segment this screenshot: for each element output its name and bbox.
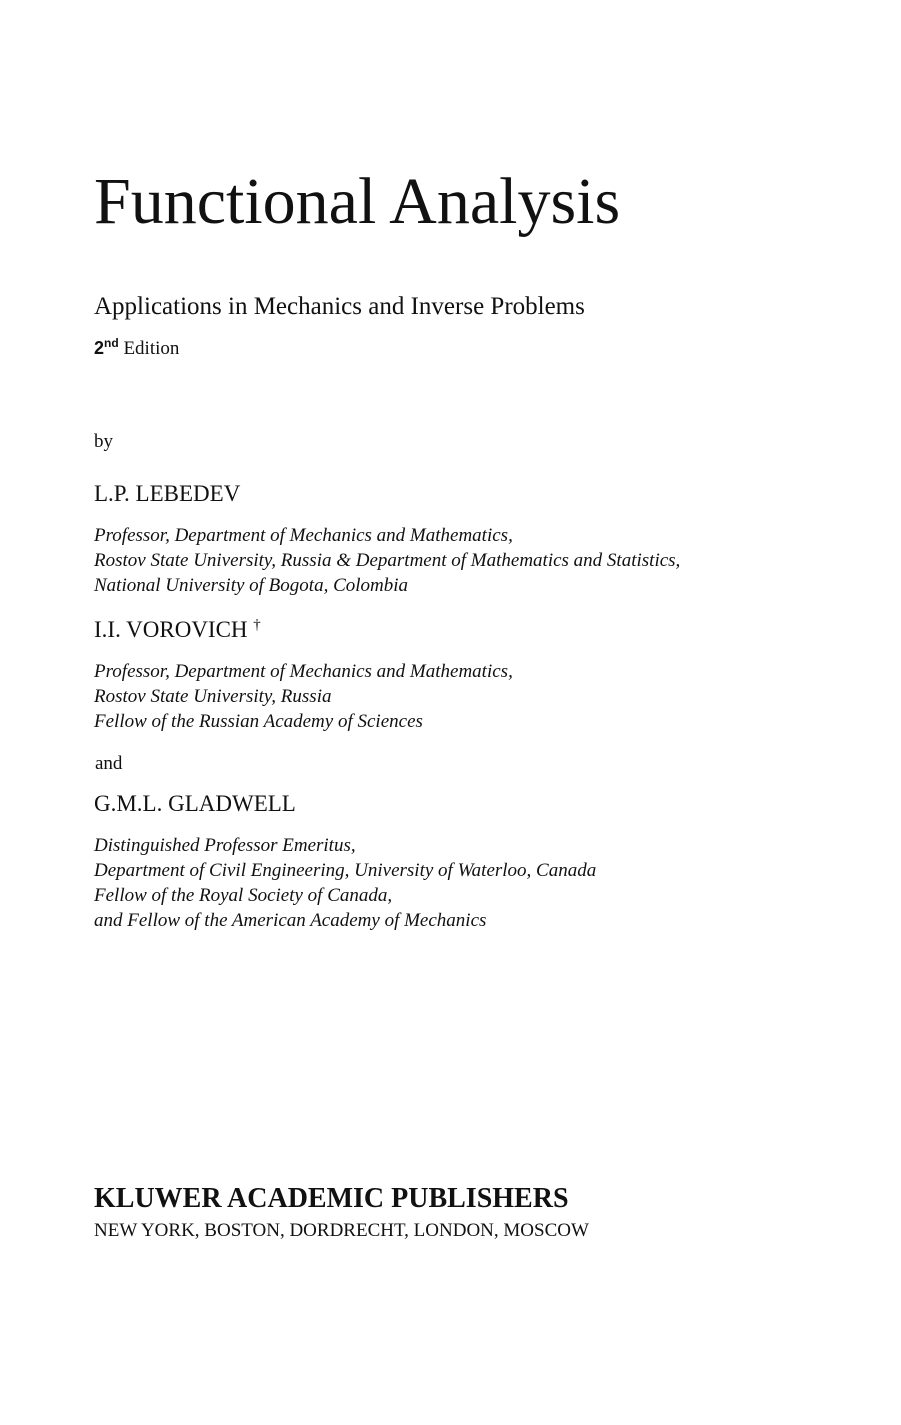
affiliation-line: Rostov State University, Russia <box>94 686 332 707</box>
edition-suffix: nd <box>104 336 119 350</box>
affiliation-line: National University of Bogota, Colombia <box>94 575 409 596</box>
edition-label: Edition <box>123 338 180 359</box>
affiliation-line: Professor, Department of Mechanics and Mathematics, <box>94 661 513 682</box>
dagger-mark: † <box>253 617 261 633</box>
and-label: and <box>95 753 123 774</box>
affiliation-line: Fellow of the Royal Society of Canada, <box>94 885 393 906</box>
author-name-vorovich <box>94 616 261 644</box>
author-affiliation-lebedev <box>94 523 680 598</box>
book-title: Functional Analysis <box>94 165 621 238</box>
author-affiliation-vorovich <box>94 659 513 734</box>
affiliation-line: Professor, Department of Mechanics and Mathematics, <box>94 525 513 546</box>
affiliation-line: Rostov State University, Russia & Department of Mathematics and Statistics, <box>94 550 681 571</box>
author-name: L.P. LEBEDEV <box>94 481 241 506</box>
publisher-name: KLUWER ACADEMIC PUBLISHERS <box>94 1183 569 1214</box>
edition-number: 2 <box>94 338 105 358</box>
affiliation-line: Distinguished Professor Emeritus, <box>94 835 356 856</box>
author-affiliation-gladwell <box>94 833 596 933</box>
author-name: I.I. VOROVICH <box>94 617 248 642</box>
by-label: by <box>94 431 113 452</box>
author-name: G.M.L. GLADWELL <box>94 791 296 816</box>
author-name-gladwell <box>94 790 296 818</box>
author-name-lebedev <box>94 480 240 508</box>
affiliation-line: Department of Civil Engineering, University of Waterloo, Canada <box>94 860 597 881</box>
affiliation-line: Fellow of the Russian Academy of Sciences <box>94 711 423 732</box>
affiliation-line: and Fellow of the American Academy of Mechanics <box>94 910 487 931</box>
book-subtitle: Applications in Mechanics and Inverse Problems <box>94 293 585 320</box>
publisher-cities: NEW YORK, BOSTON, DORDRECHT, LONDON, MOSCOW <box>94 1220 589 1241</box>
edition-line <box>94 336 179 361</box>
